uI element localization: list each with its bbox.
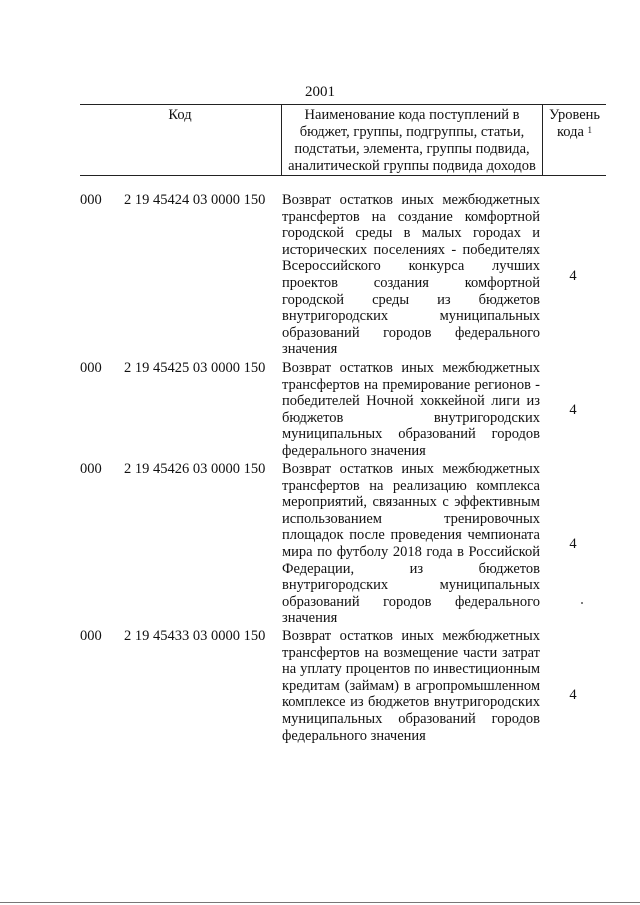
row-level: 4 [569, 267, 577, 284]
scan-speck [581, 602, 583, 604]
row-admin-code: 000 [80, 192, 102, 208]
row-admin-code: 000 [80, 461, 102, 477]
row-level: 4 [569, 402, 577, 419]
header-level [543, 105, 606, 175]
row-admin-code: 000 [80, 360, 102, 376]
row-code: 2 19 45426 03 0000 150 [124, 461, 266, 477]
row-admin-code: 000 [80, 628, 102, 644]
table-body [80, 192, 606, 762]
header-level-label: Уровень кода [548, 107, 601, 140]
header-name: Наименование кода поступлений в бюджет, группы, подгруппы, статьи, подстатьи, элемента, группы подвида, аналитической группы подвида доходов [281, 105, 543, 175]
row-code: 2 19 45433 03 0000 150 [124, 628, 266, 644]
table-row [80, 360, 606, 461]
row-code: 2 19 45425 03 0000 150 [124, 360, 266, 376]
row-level: 4 [569, 536, 577, 553]
row-name: Возврат остатков иных межбюджетных трансфертов на создание комфортной городской среды в малых городах и исторических поселениях - победителях Всероссийского конкурса лучших проектов создания комфортной городской среды из бюджетов внутригородских муниципальных образований городов федерального значения [282, 192, 540, 358]
row-name: Возврат остатков иных межбюджетных трансфертов на премирование регионов - победителей Ночной хоккейной лиги из бюджетов внутригородских муниципальных образований городов федерального значения [282, 360, 540, 459]
table-header [80, 104, 606, 176]
page-number: 2001 [305, 84, 335, 100]
page-bottom-edge [0, 902, 640, 903]
row-level: 4 [569, 686, 577, 703]
table-row [80, 192, 606, 360]
table-row [80, 628, 606, 762]
table-row [80, 461, 606, 628]
row-code: 2 19 45424 03 0000 150 [124, 192, 266, 208]
row-name: Возврат остатков иных межбюджетных трансфертов на возмещение части затрат на уплату процентов по инвестиционным кредитам (займам) в агропромышленном комплексе из бюджетов внутригородских муниципальных образований городов федерального значения [282, 628, 540, 744]
header-level-footnote: 1 [587, 125, 593, 135]
header-code: Код [168, 107, 192, 123]
row-name: Возврат остатков иных межбюджетных трансфертов на реализацию комплекса мероприятий, связанных с эффективным использованием тренировочных площадок после проведения чемпионата мира по футболу 2018 года в Российской Федерации, из бюджетов внутригородских муниципальных образований городов федерального значения [282, 461, 540, 627]
